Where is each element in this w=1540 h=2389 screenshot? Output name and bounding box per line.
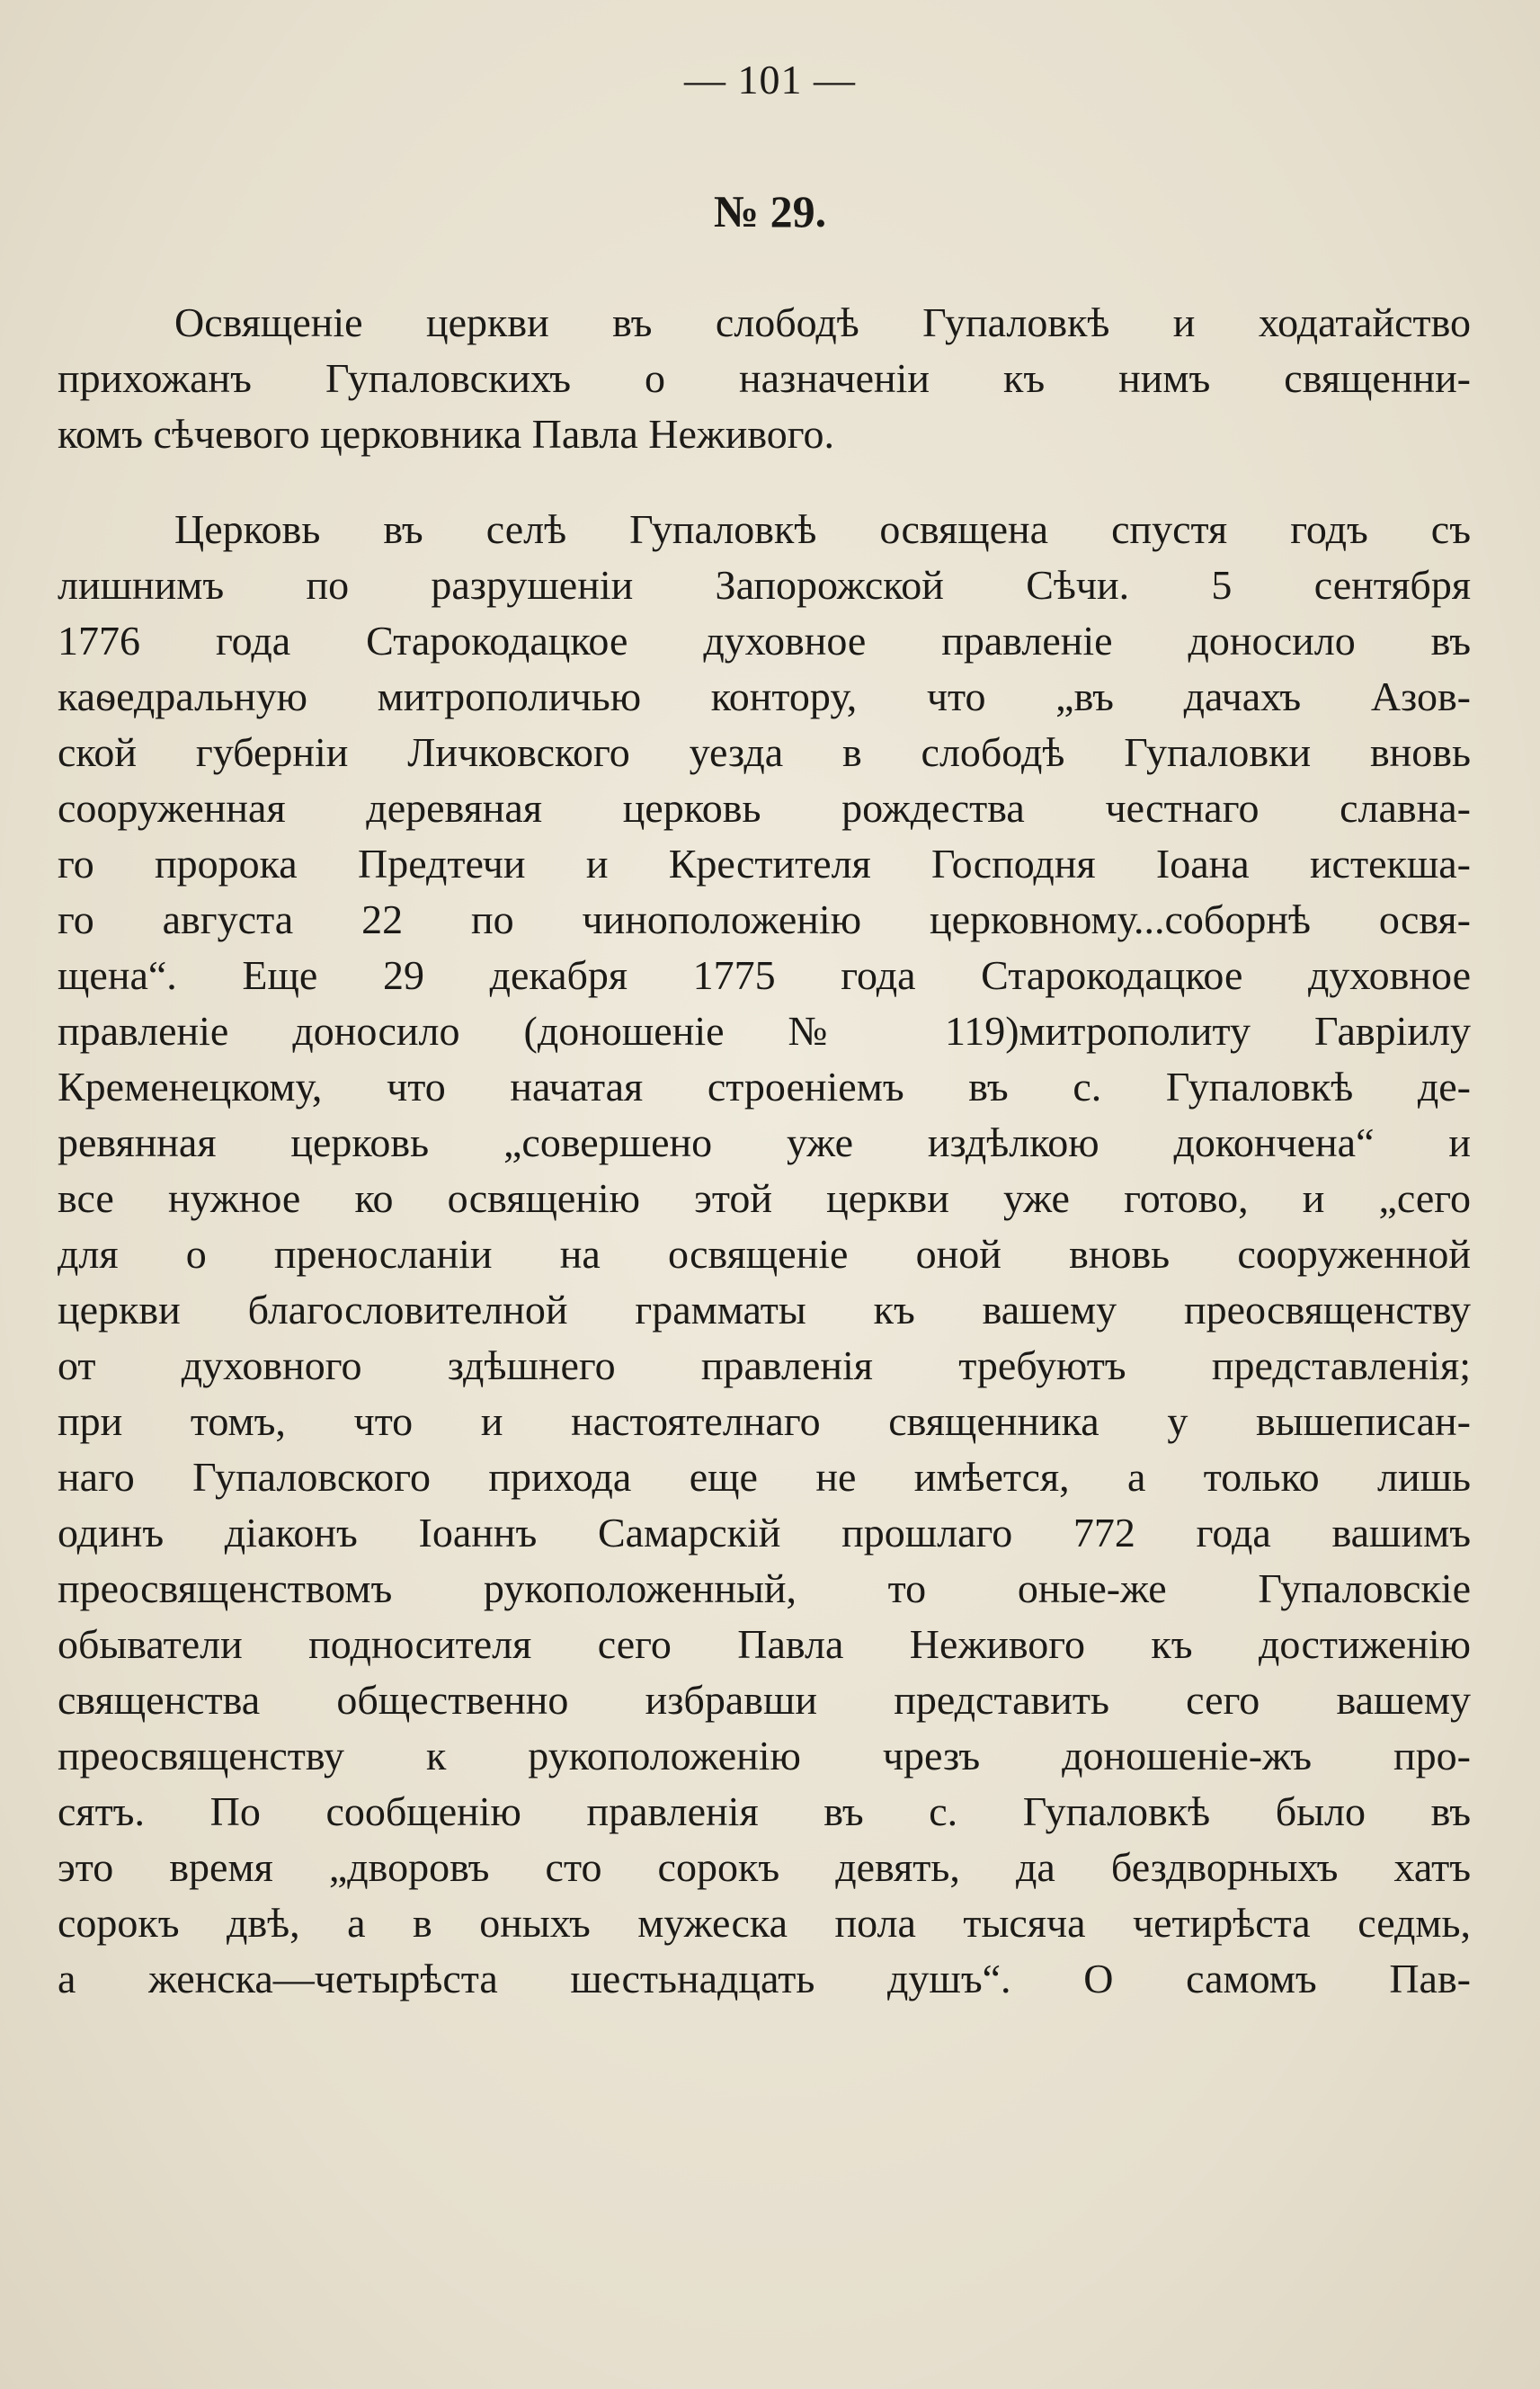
body-line: Кременецкому, что начатая строеніемъ въ с. Гупаловкѣ де- xyxy=(58,1064,1471,1110)
body-line: преосвященствомъ рукоположенный, то оные-же Гупаловскіе xyxy=(58,1565,1471,1611)
body-line: наго Гупаловского прихода еще не имѣется, а только лишь xyxy=(58,1454,1471,1500)
body-line: одинъ діаконъ Іоаннъ Самарскій прошлаго 772 года вашимъ xyxy=(58,1510,1471,1556)
body-line: обыватели подносителя сего Павла Неживого къ достиженію xyxy=(58,1621,1471,1667)
page-number: — 101 — xyxy=(684,57,856,103)
body-line: для о преносланіи на освященіе оной вновь сооруженной xyxy=(58,1231,1471,1277)
body-line: преосвященству к рукоположенію чрезъ доношеніе-жъ про- xyxy=(58,1733,1471,1778)
body-line: 1776 года Старокодацкое духовное правленіе доносило въ xyxy=(58,618,1471,664)
heading-line: Освященіе церкви въ слободѣ Гупаловкѣ и ходатайство xyxy=(174,299,1471,345)
body-line: церкви благословителной грамматы къ вашему преосвященству xyxy=(58,1287,1471,1333)
body-line: все нужное ко освященію этой церкви уже готово, и „сего xyxy=(58,1175,1471,1221)
body-line: священства общественно избравши представить сего вашему xyxy=(58,1677,1471,1723)
document-number: № 29. xyxy=(713,186,827,236)
body-line: от духовного здѣшнего правленія требуютъ представленія; xyxy=(58,1342,1471,1388)
body-line: сорокъ двѣ, а в оныхъ мужеска пола тысяча четирѣста седмь, xyxy=(58,1900,1471,1946)
body-line: сооруженная деревяная церковь рождества честнаго славна- xyxy=(58,785,1471,831)
body-line: сятъ. По сообщенію правленія въ с. Гупаловкѣ было въ xyxy=(58,1788,1471,1834)
heading-line: комъ сѣчевого церковника Павла Неживого. xyxy=(58,411,834,457)
body-line: а женска—четырѣста шестьнадцать душъ“. О самомъ Пав- xyxy=(58,1956,1471,2001)
body-line: го пророка Предтечи и Крестителя Господня Іоана истекша- xyxy=(58,841,1471,887)
document-heading xyxy=(58,295,1471,462)
document-body xyxy=(58,502,1471,2007)
body-line: каѳедральную митрополичью контору, что „въ дачахъ Азов- xyxy=(58,673,1471,719)
body-line: Церковь въ селѣ Гупаловкѣ освящена спустя годъ съ xyxy=(174,506,1471,552)
heading-line: прихожанъ Гупаловскихъ о назначеніи къ нимъ священни- xyxy=(58,355,1471,401)
body-line: щена“. Еще 29 декабря 1775 года Старокодацкое духовное xyxy=(58,952,1471,998)
body-line: это время „дворовъ сто сорокъ девять, да бездворныхъ хатъ xyxy=(58,1844,1471,1890)
body-line: го августа 22 по чиноположенію церковному...соборнѣ освя- xyxy=(58,896,1471,942)
body-line: ской губерніи Личковского уезда в слободѣ Гупаловки вновь xyxy=(58,729,1471,775)
body-line: правленіе доносило (доношеніе № 119)митрополиту Гавріилу xyxy=(58,1008,1471,1054)
body-line: лишнимъ по разрушеніи Запорожской Сѣчи. 5 сентября xyxy=(58,562,1471,608)
body-line: при томъ, что и настоятелнаго священника у вышеписан- xyxy=(58,1398,1471,1444)
body-line: ревянная церковь „совершено уже издѣлкою докончена“ и xyxy=(58,1119,1471,1165)
